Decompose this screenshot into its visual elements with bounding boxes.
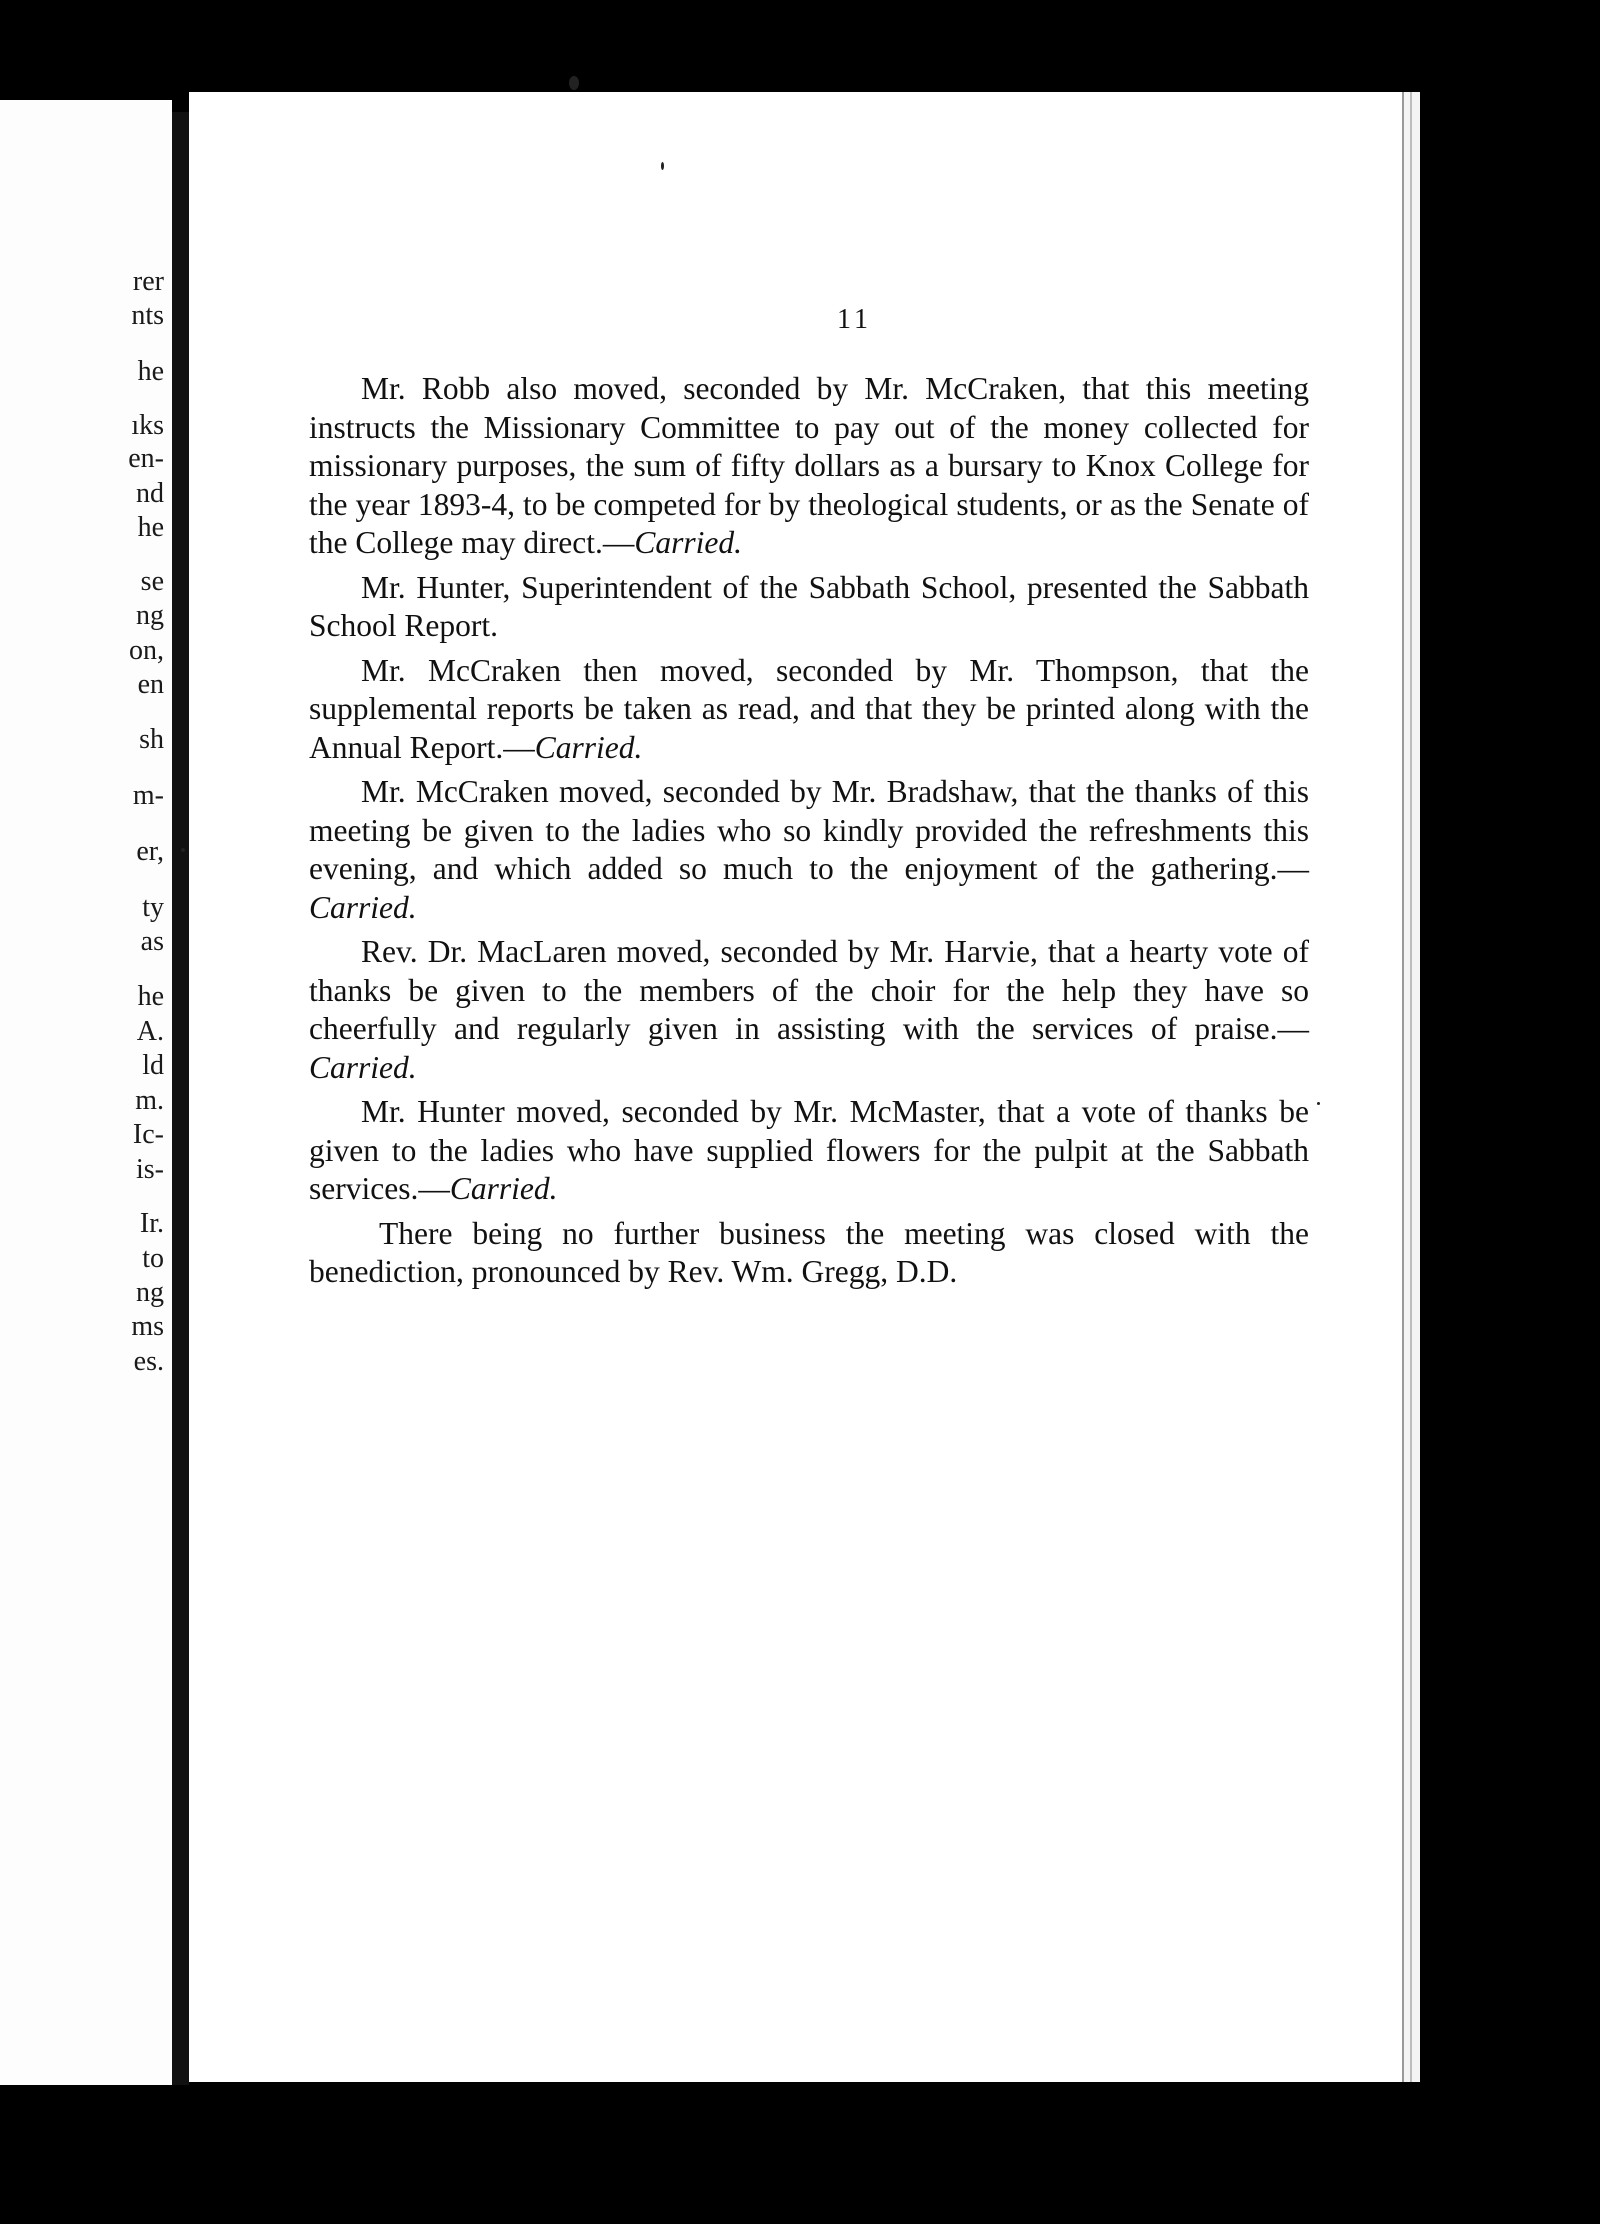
paragraph-text: Mr. Hunter, Superintendent of the Sabbath School, presented the Sabbath School Report. xyxy=(309,569,1309,643)
book-spine xyxy=(172,112,189,2085)
carried-label: Carried. xyxy=(309,889,417,925)
paragraph-text: Rev. Dr. MacLaren moved, seconded by Mr. Harvie, that a hearty vote of thanks be given to the members of the choir for the help they have so cheerfully and regularly given in assisting with the services of praise.— xyxy=(309,934,1309,1046)
carried-label: Carried. xyxy=(309,1049,417,1085)
left-page-fragment: he xyxy=(137,512,164,543)
left-page-fragment: en- xyxy=(128,443,164,474)
left-page-fragment: is- xyxy=(136,1154,164,1185)
left-page-fragment: rer xyxy=(132,266,164,297)
left-page-fragment: to xyxy=(142,1243,164,1274)
paragraph-sabbath-report xyxy=(309,569,1309,646)
left-page-fragment: ng xyxy=(136,1277,164,1308)
paragraph-text: Mr. McCraken then moved, seconded by Mr. Thompson, that the supplemental reports be taken as read, and that they be printed along with the Annual Report.— xyxy=(309,652,1309,765)
left-page-fragment: se xyxy=(140,566,164,597)
left-page-fragment: sh xyxy=(139,724,164,755)
ink-speck xyxy=(1317,1102,1320,1105)
left-facing-page xyxy=(0,100,172,2085)
left-page-fragment: ld xyxy=(142,1050,164,1081)
left-page-fragment: m- xyxy=(132,780,164,811)
left-page-fragment: he xyxy=(137,356,164,387)
ink-speck xyxy=(569,76,579,90)
page-body xyxy=(309,370,1309,1298)
left-page-fragment: en xyxy=(137,669,164,700)
carried-label: Carried. xyxy=(534,729,643,765)
paragraph-thanks-flowers xyxy=(309,1093,1309,1209)
left-page-fragment: as xyxy=(140,926,164,957)
paragraph-text: Mr. Robb also moved, seconded by Mr. McCraken, that this meeting instructs the Missionary Committee to pay out of the money collected for missionary purposes, the sum of fifty dollars as a bursary to Knox College for the year 1893-4, to be competed for by theological students, or as the Senate of the College may direct.— xyxy=(309,371,1309,560)
left-page-fragment: he xyxy=(137,981,164,1012)
left-page-fragment: Ir. xyxy=(139,1208,164,1239)
paragraph-text: Mr. Hunter moved, seconded by Mr. McMaster, that a vote of thanks be given to the ladies who have supplied flowers for the pulpit at the Sabbath services.— xyxy=(309,1094,1309,1206)
left-page-fragment: A. xyxy=(136,1016,164,1047)
paragraph-thanks-choir xyxy=(309,933,1309,1087)
left-page-fragment: ms xyxy=(131,1311,164,1342)
paragraph-text: Mr. McCraken moved, seconded by Mr. Bradshaw, that the thanks of this meeting be given to the ladies who so kindly provided the refreshments this evening, and which added so much to the enjoyment of the gathering.— xyxy=(309,774,1309,886)
ink-speck xyxy=(661,162,664,170)
paragraph-bursary xyxy=(309,370,1309,563)
page-number: 11 xyxy=(837,304,872,335)
ink-speck xyxy=(181,848,185,852)
right-page xyxy=(189,92,1402,2082)
paragraph-text: There being no further business the meeting was closed with the benediction, pronounced by Rev. Wm. Gregg, D.D. xyxy=(309,1215,1309,1289)
paragraph-thanks-ladies xyxy=(309,773,1309,927)
left-page-fragment: ng xyxy=(136,600,164,631)
left-page-fragment: ıks xyxy=(131,410,164,441)
left-page-fragment: m. xyxy=(135,1085,164,1116)
left-page-fragment: Ic- xyxy=(132,1119,164,1150)
left-page-fragment: nts xyxy=(131,300,164,331)
left-page-fragment: nd xyxy=(136,478,164,509)
paragraph-supplemental-reports xyxy=(309,652,1309,768)
paragraph-closing xyxy=(309,1215,1309,1292)
carried-label: Carried. xyxy=(634,525,743,560)
left-page-fragment: on, xyxy=(129,635,164,666)
left-page-fragment: er, xyxy=(136,836,164,867)
carried-label: Carried. xyxy=(449,1171,558,1206)
page-edge xyxy=(1402,92,1420,2082)
left-page-fragment: es. xyxy=(133,1346,164,1377)
left-page-fragment: ty xyxy=(142,892,164,923)
